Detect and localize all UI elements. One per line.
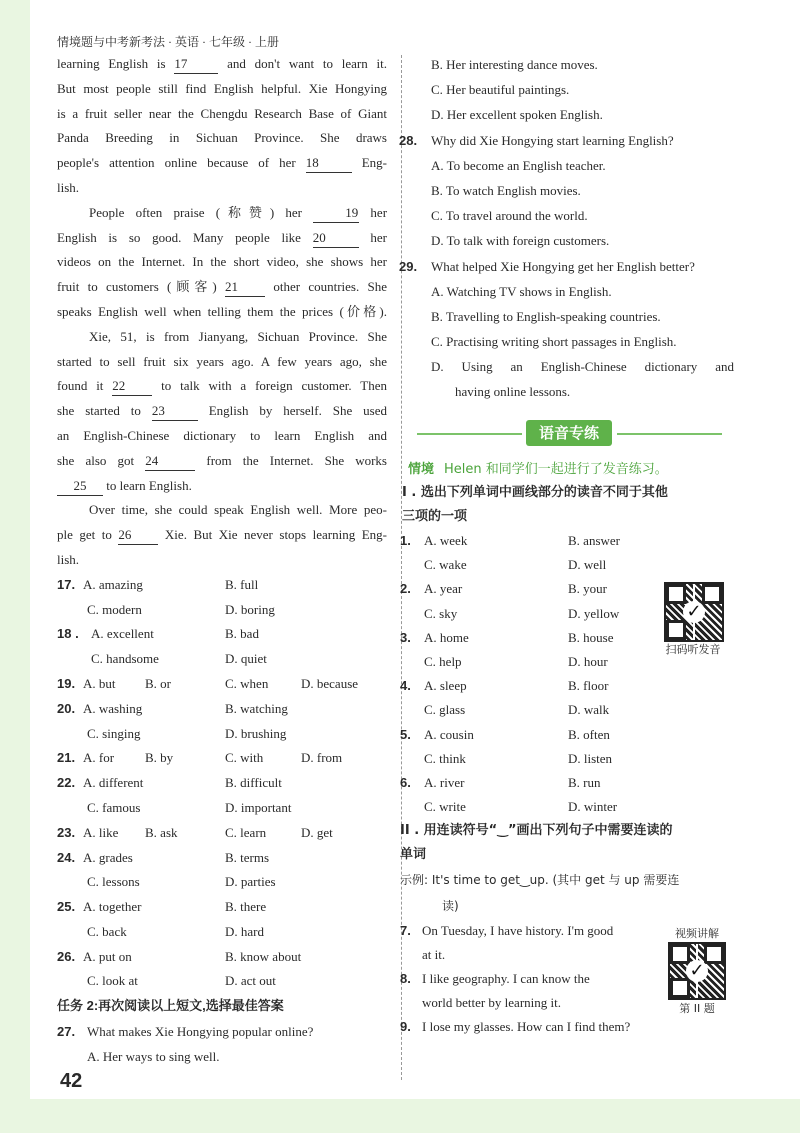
blank-24: 24 [145, 452, 195, 471]
question-28-option-d: D. To talk with foreign customers. [431, 233, 610, 249]
passage-line: fruit to customers (顾客) 21 other countries. She [57, 275, 387, 300]
phonetics-item-2-cont: C. sky D. yellow [424, 605, 620, 621]
question-8-cont: world better by learning it. [422, 995, 561, 1011]
section-banner [409, 420, 729, 448]
example-line: 示例: It's time to get‿up. (其中 get 与 up 需要连 [400, 873, 680, 888]
question-27-option-d: D. Her excellent spoken English. [431, 107, 603, 123]
qr-corner [670, 944, 690, 964]
question-8: 8. I like geography. I can know the [400, 971, 590, 987]
question-23: 23. A. like B. ask C. learn D. get [57, 824, 333, 840]
blank-21: 21 [225, 278, 265, 297]
question-19: 19. A. but B. or C. when D. because [57, 675, 359, 691]
left-margin-strip [0, 0, 30, 1133]
passage-line: she also got 24 from the Internet. She works [57, 449, 387, 474]
question-18: 18 . A. excellent B. bad [57, 626, 259, 642]
page-number: 42 [60, 1070, 83, 1092]
phonetics-item-4-cont: C. glass D. walk [424, 702, 610, 718]
page-header: 情境题与中考新考法 · 英语 · 七年级 · 上册 [57, 35, 279, 49]
cloze-options [57, 573, 387, 995]
passage-line: videos on the Internet. In the short video, she shows her [57, 254, 387, 270]
check-icon: ✓ [683, 601, 705, 623]
qr-audio-caption: 扫码听发音 [665, 643, 721, 656]
bottom-margin-strip [0, 1099, 800, 1133]
qr-corner [702, 584, 722, 604]
banner-line-right [617, 433, 722, 435]
passage-line: lish. [57, 179, 80, 195]
blank-23: 23 [152, 402, 198, 421]
part2-title-cont: 单词 [400, 847, 427, 863]
phonetics-item-3: 3. A. home B. house [400, 629, 614, 645]
qr-code-video[interactable] [668, 942, 726, 1000]
qr-video-label: 第 II 题 [679, 1002, 715, 1015]
phonetics-item-5: 5. A. cousin B. often [400, 726, 610, 742]
situation-label: 情境 [408, 462, 435, 477]
question-26: 26. A. put on B. know about [57, 948, 302, 964]
passage-line: learning English is 17 and don't want to learn it. [57, 52, 387, 77]
question-28: 28. Why did Xie Hongying start learning English? [399, 132, 674, 148]
banner-line-left [417, 433, 522, 435]
left-column [57, 52, 387, 1069]
question-25: 25. A. together B. there [57, 899, 267, 915]
qr-corner [666, 584, 686, 604]
question-28-option-b: B. To watch English movies. [431, 182, 581, 198]
passage-line: found it 22 to talk with a foreign customer. Then [57, 374, 387, 399]
passage-line: speaks English well when telling them the prices (价格). [57, 303, 387, 319]
question-7-cont: at it. [422, 947, 446, 963]
question-20-cont: C. singing D. brushing [87, 725, 287, 741]
qr-video-caption: 视频讲解 [675, 927, 719, 940]
question-29-option-d-cont: having online lessons. [455, 384, 571, 400]
right-column [399, 52, 734, 405]
question-17-cont: C. modern D. boring [87, 601, 275, 617]
question-29-option-c: C. Practising writing short passages in English. [431, 334, 677, 350]
part2-title: II . 用连读符号“‿”画出下列句子中需要连读的 [400, 823, 673, 839]
part1-title-cont: 三项的一项 [402, 509, 468, 524]
qr-corner [704, 944, 724, 964]
passage-line: Xie, 51, is from Jianyang, Sichuan Province. She [89, 328, 387, 344]
banner-title: 语音专练 [526, 420, 612, 446]
phonetics-item-2: 2. A. year B. your [400, 581, 607, 597]
question-24-cont: C. lessons D. parties [87, 874, 276, 890]
question-24: 24. A. grades B. terms [57, 849, 270, 865]
qr-code-audio[interactable] [664, 582, 724, 642]
question-25-cont: C. back D. hard [87, 923, 264, 939]
passage-line: But most people still find English helpful. Xie Hongying [57, 80, 387, 96]
question-20: 20. A. washing B. watching [57, 700, 288, 716]
passage-line: English is so good. Many people like 20 her [57, 226, 387, 251]
qr-corner [670, 978, 690, 998]
passage-line: started to sell fruit six years ago. A few years ago, she [57, 353, 387, 369]
phonetics-item-4: 4. A. sleep B. floor [400, 678, 609, 694]
question-27: 27. What makes Xie Hongying popular online? [57, 1024, 314, 1040]
passage-line: ple get to 26 Xie. But Xie never stops learning Eng- [57, 523, 387, 548]
situation [400, 457, 730, 481]
question-28-option-a: A. To become an English teacher. [431, 157, 606, 173]
question-17: 17. A. amazing B. full [57, 576, 259, 592]
question-22: 22. A. different B. difficult [57, 775, 282, 791]
blank-26: 26 [118, 526, 158, 545]
phonetics-item-6: 6. A. river B. run [400, 774, 601, 790]
question-27-option-b: B. Her interesting dance moves. [431, 57, 598, 72]
blank-25: 25 [57, 477, 103, 496]
blank-17: 17 [174, 55, 218, 74]
phonetics-items [400, 529, 730, 819]
phonetics-item-1: 1. A. week B. answer [400, 533, 620, 548]
passage-line: is a fruit seller near the Chengdu Research Base of Giant [57, 105, 387, 121]
check-icon: ✓ [686, 960, 708, 982]
question-7: 7. On Tuesday, I have history. I'm good [400, 923, 614, 939]
blank-22: 22 [112, 377, 152, 396]
question-28-option-c: C. To travel around the world. [431, 208, 588, 224]
passage-line: People often praise (称赞) her 19 her [57, 201, 387, 226]
task2-title: 任务 2:再次阅读以上短文,选择最佳答案 [57, 998, 284, 1014]
phonetics-item-6-cont: C. write D. winter [424, 799, 618, 815]
blank-20: 20 [313, 229, 359, 248]
question-27-option-c: C. Her beautiful paintings. [431, 82, 570, 98]
passage-line: she started to 23 English by herself. She used [57, 399, 387, 424]
question-29-option-b: B. Travelling to English-speaking countries. [431, 308, 661, 324]
question-29-option-a: A. Watching TV shows in English. [431, 283, 612, 299]
phonetics-item-1-cont: C. wake D. well [424, 557, 607, 573]
passage-line: 25 to learn English. [57, 474, 387, 499]
question-26-cont: C. look at D. act out [87, 973, 276, 989]
qr-corner [666, 620, 686, 640]
question-9: 9. I lose my glasses. How can I find them? [400, 1019, 631, 1035]
question-29: 29. What helped Xie Hongying get her English better? [399, 258, 695, 274]
part1-title: I . 选出下列单词中画线部分的读音不同于其他 [402, 485, 668, 500]
question-22-cont: C. famous D. important [87, 799, 292, 815]
question-18-cont: C. handsome D. quiet [91, 651, 267, 667]
passage-line: lish. [57, 551, 80, 567]
situation-text: Helen 和同学们一起进行了发音练习。 [444, 462, 668, 477]
passage-line: an English-Chinese dictionary to learn English and [57, 427, 387, 443]
question-29-option-d: D. Using an English-Chinese dictionary and [431, 359, 734, 375]
blank-19: 19 [313, 204, 359, 223]
passage-line: Over time, she could speak English well. More peo- [89, 502, 387, 518]
passage-line: Panda Breeding in Sichuan Province. She draws [57, 130, 387, 146]
example-line-cont: 读) [442, 899, 459, 914]
question-27-option-a: A. Her ways to sing well. [87, 1049, 220, 1065]
blank-18: 18 [306, 154, 352, 173]
phonetics-item-5-cont: C. think D. listen [424, 750, 613, 766]
passage-line: people's attention online because of her 18 Eng- [57, 151, 387, 176]
question-21: 21. A. for B. by C. with D. from [57, 750, 343, 766]
phonetics-item-3-cont: C. help D. hour [424, 653, 608, 669]
